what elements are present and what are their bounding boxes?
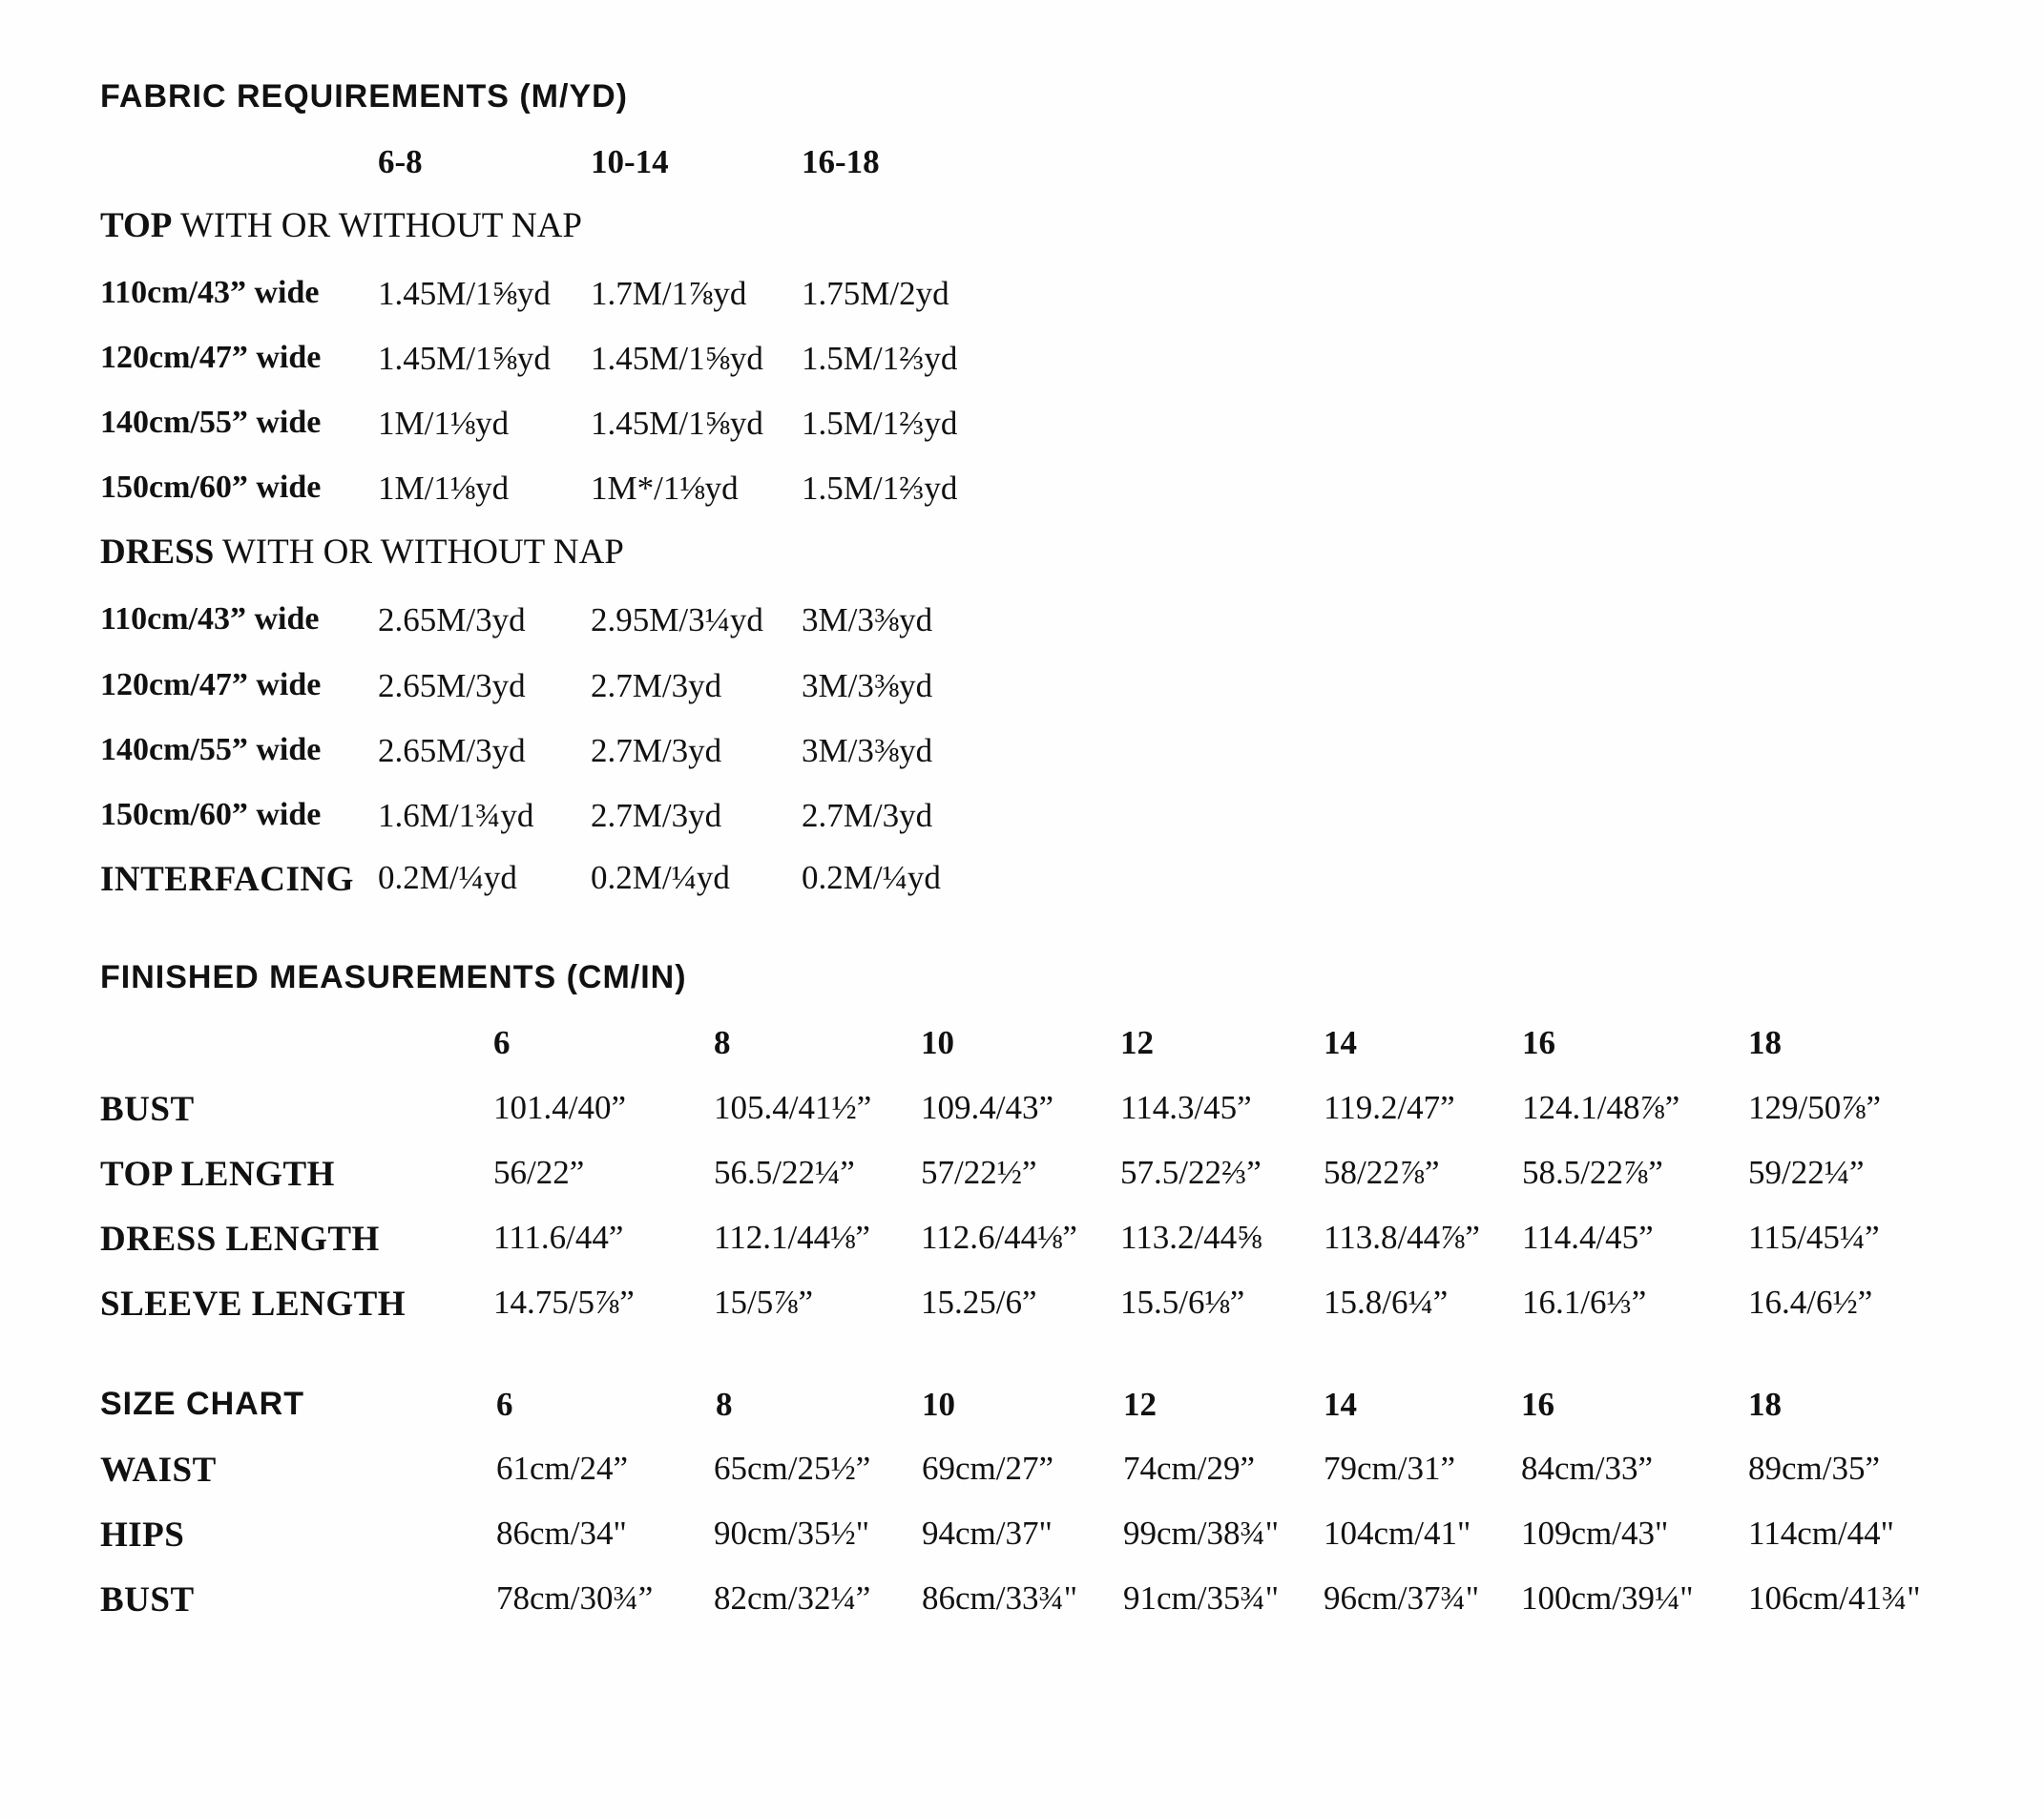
measurement-value: 59/22¼” (1748, 1154, 1865, 1191)
fabric-size-header: 16-18 (802, 143, 880, 180)
fabric-width-label: 140cm/55” wide (100, 732, 322, 767)
size-chart-title: SIZE CHART (100, 1386, 304, 1422)
measurement-value: 112.6/44⅛” (921, 1219, 1077, 1256)
measurement-value: 129/50⅞” (1748, 1089, 1882, 1126)
size-chart-size-header: 12 (1123, 1386, 1157, 1423)
size-chart-value: 84cm/33” (1521, 1450, 1654, 1487)
measurement-value: 105.4/41½” (714, 1089, 872, 1126)
measurement-value: 15/5⅞” (714, 1284, 814, 1321)
dress-subheading-bold: DRESS (100, 533, 215, 572)
top-row (0, 275, 2044, 332)
interfacing-row (0, 859, 2044, 916)
measurement-label: DRESS LENGTH (100, 1220, 380, 1259)
size-chart-value: 61cm/24” (496, 1450, 629, 1487)
finished-size-header: 18 (1748, 1024, 1782, 1061)
finished-size-header: 6 (493, 1024, 511, 1061)
measurement-value: 101.4/40” (493, 1089, 627, 1126)
measurement-value: 109.4/43” (921, 1089, 1054, 1126)
size-chart-label: HIPS (100, 1516, 185, 1555)
fabric-value: 2.7M/3yd (591, 732, 722, 769)
size-chart-value: 114cm/44" (1748, 1515, 1894, 1552)
finished-size-header: 10 (921, 1024, 954, 1061)
size-chart-size-header: 10 (922, 1386, 955, 1423)
finished-size-header: 12 (1120, 1024, 1154, 1061)
size-chart-value: 104cm/41" (1324, 1515, 1471, 1552)
fabric-width-label: 150cm/60” wide (100, 470, 322, 505)
measurement-value: 114.3/45” (1120, 1089, 1252, 1126)
dress-row (0, 601, 2044, 659)
fabric-value: 1.45M/1⅝yd (591, 405, 763, 442)
dress-subheading (100, 532, 624, 573)
top-row (0, 340, 2044, 397)
top-subheading-rest: WITH OR WITHOUT NAP (172, 206, 582, 245)
top-row (0, 405, 2044, 462)
measurement-label: BUST (100, 1090, 195, 1129)
fabric-requirements-title: FABRIC REQUIREMENTS (M/YD) (100, 78, 628, 115)
size-chart-value: 109cm/43" (1521, 1515, 1669, 1552)
finished-row (0, 1154, 2044, 1211)
fabric-value: 2.7M/3yd (591, 797, 722, 834)
fabric-width-label: 110cm/43” wide (100, 275, 320, 310)
finished-row (0, 1219, 2044, 1276)
top-subheading-bold: TOP (100, 206, 173, 245)
size-chart-value: 94cm/37" (922, 1515, 1053, 1552)
size-chart-value: 106cm/41¾" (1748, 1579, 1921, 1617)
measurement-value: 57/22½” (921, 1154, 1037, 1191)
finished-size-header: 14 (1324, 1024, 1357, 1061)
measurement-value: 58/22⅞” (1324, 1154, 1440, 1191)
top-row (0, 470, 2044, 527)
size-chart-value: 79cm/31” (1324, 1450, 1456, 1487)
fabric-value: 0.2M/¼yd (802, 859, 941, 896)
fabric-value: 1.5M/1⅔yd (802, 405, 958, 442)
size-chart-header-row (0, 1386, 2044, 1443)
fabric-value: 2.65M/3yd (378, 601, 526, 638)
measurement-value: 112.1/44⅛” (714, 1219, 870, 1256)
measurement-value: 113.2/44⅝ (1120, 1219, 1262, 1256)
size-chart-value: 99cm/38¾" (1123, 1515, 1280, 1552)
top-subheading (100, 205, 582, 246)
measurement-value: 16.1/6⅓” (1522, 1284, 1647, 1321)
fabric-value: 2.65M/3yd (378, 667, 526, 704)
size-chart-size-header: 6 (496, 1386, 513, 1423)
measurement-value: 15.25/6” (921, 1284, 1037, 1321)
measurement-value: 115/45¼” (1748, 1219, 1880, 1256)
finished-row (0, 1284, 2044, 1341)
size-chart-value: 69cm/27” (922, 1450, 1054, 1487)
measurement-value: 124.1/48⅞” (1522, 1089, 1680, 1126)
size-chart-row (0, 1579, 2044, 1637)
fabric-value: 3M/3⅜yd (802, 601, 933, 638)
interfacing-label: INTERFACING (100, 860, 354, 899)
fabric-value: 1.6M/1¾yd (378, 797, 534, 834)
size-chart-row (0, 1515, 2044, 1572)
size-chart-row (0, 1450, 2044, 1507)
finished-size-header: 16 (1522, 1024, 1555, 1061)
fabric-value: 1M/1⅛yd (378, 470, 510, 507)
size-chart-size-header: 8 (716, 1386, 733, 1423)
fabric-value: 2.95M/3¼yd (591, 601, 763, 638)
fabric-width-label: 120cm/47” wide (100, 667, 322, 702)
measurement-value: 113.8/44⅞” (1324, 1219, 1480, 1256)
dress-row (0, 797, 2044, 854)
fabric-value: 1.45M/1⅝yd (591, 340, 763, 377)
finished-size-header: 8 (714, 1024, 731, 1061)
size-chart-value: 100cm/39¼" (1521, 1579, 1694, 1617)
fabric-width-label: 120cm/47” wide (100, 340, 322, 375)
measurement-value: 16.4/6½” (1748, 1284, 1873, 1321)
fabric-value: 2.65M/3yd (378, 732, 526, 769)
fabric-value: 0.2M/¼yd (591, 859, 730, 896)
size-chart-value: 74cm/29” (1123, 1450, 1256, 1487)
measurement-value: 15.8/6¼” (1324, 1284, 1449, 1321)
size-chart-value: 89cm/35” (1748, 1450, 1881, 1487)
measurement-value: 114.4/45” (1522, 1219, 1654, 1256)
fabric-value: 1.45M/1⅝yd (378, 340, 551, 377)
finished-row (0, 1089, 2044, 1146)
size-chart-label: BUST (100, 1580, 195, 1620)
fabric-value: 2.7M/3yd (802, 797, 933, 834)
fabric-width-label: 110cm/43” wide (100, 601, 320, 637)
fabric-value: 0.2M/¼yd (378, 859, 517, 896)
dress-subheading-rest: WITH OR WITHOUT NAP (214, 533, 624, 572)
fabric-value: 1.45M/1⅝yd (378, 275, 551, 312)
fabric-value: 1.5M/1⅔yd (802, 470, 958, 507)
measurement-value: 14.75/5⅞” (493, 1284, 635, 1321)
measurement-value: 56.5/22¼” (714, 1154, 855, 1191)
size-chart-value: 65cm/25½” (714, 1450, 871, 1487)
measurement-value: 56/22” (493, 1154, 585, 1191)
measurement-value: 15.5/6⅛” (1120, 1284, 1245, 1321)
fabric-value: 3M/3⅜yd (802, 667, 933, 704)
dress-row (0, 667, 2044, 724)
fabric-value: 1M/1⅛yd (378, 405, 510, 442)
fabric-width-label: 150cm/60” wide (100, 797, 322, 832)
fabric-size-header-row (0, 143, 2044, 200)
fabric-value: 1.75M/2yd (802, 275, 949, 312)
size-chart-label: WAIST (100, 1451, 217, 1490)
fabric-value: 3M/3⅜yd (802, 732, 933, 769)
measurement-label: TOP LENGTH (100, 1155, 335, 1194)
size-chart-value: 86cm/34" (496, 1515, 627, 1552)
size-chart-value: 90cm/35½" (714, 1515, 870, 1552)
measurement-value: 119.2/47” (1324, 1089, 1455, 1126)
fabric-size-header: 6-8 (378, 143, 423, 180)
size-chart-value: 96cm/37¾" (1324, 1579, 1480, 1617)
size-chart-value: 86cm/33¾" (922, 1579, 1078, 1617)
size-chart-size-header: 18 (1748, 1386, 1782, 1423)
finished-size-header-row (0, 1024, 2044, 1081)
size-chart-value: 78cm/30¾” (496, 1579, 654, 1617)
fabric-value: 1M*/1⅛yd (591, 470, 739, 507)
measurement-value: 58.5/22⅞” (1522, 1154, 1663, 1191)
dress-row (0, 732, 2044, 789)
finished-measurements-title: FINISHED MEASUREMENTS (CM/IN) (100, 959, 687, 995)
size-chart-size-header: 14 (1324, 1386, 1357, 1423)
fabric-value: 2.7M/3yd (591, 667, 722, 704)
fabric-value: 1.7M/1⅞yd (591, 275, 747, 312)
fabric-size-header: 10-14 (591, 143, 669, 180)
measurement-value: 111.6/44” (493, 1219, 624, 1256)
measurement-label: SLEEVE LENGTH (100, 1285, 407, 1324)
fabric-value: 1.5M/1⅔yd (802, 340, 958, 377)
size-chart-value: 91cm/35¾" (1123, 1579, 1280, 1617)
fabric-width-label: 140cm/55” wide (100, 405, 322, 440)
measurement-value: 57.5/22⅔” (1120, 1154, 1262, 1191)
size-chart-size-header: 16 (1521, 1386, 1554, 1423)
size-chart-value: 82cm/32¼” (714, 1579, 871, 1617)
